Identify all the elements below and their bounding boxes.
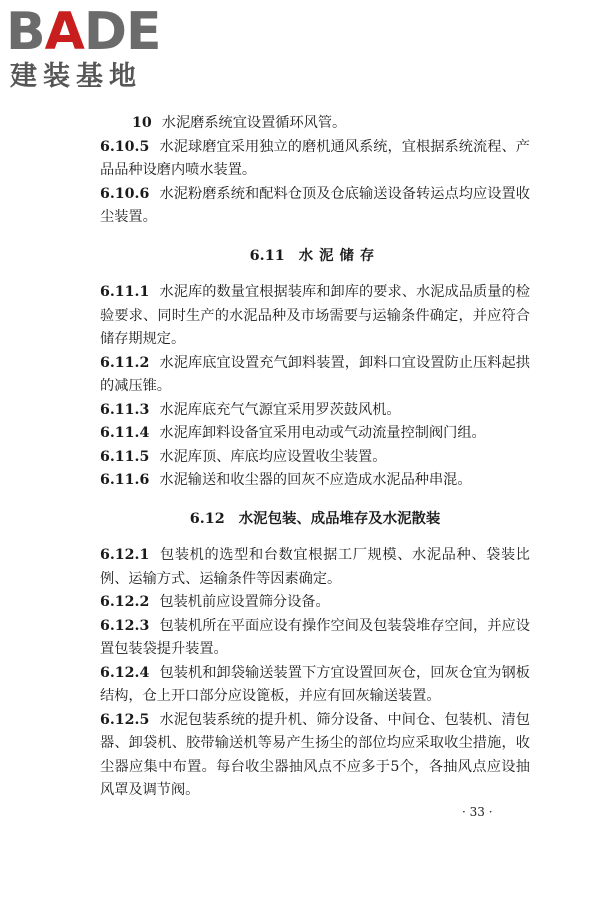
clause-text: 包装机的选型和台数宜根据工厂规模、水泥品种、袋装比例、运输方式、运输条件等因素确定。 bbox=[100, 547, 530, 587]
clause-text: 水泥球磨宜采用独立的磨机通风系统，宜根据系统流程、产品品种设磨内喷水装置。 bbox=[100, 138, 530, 178]
clause-paragraph bbox=[100, 709, 530, 803]
clause-text: 水泥磨系统宜设置循环风管。 bbox=[161, 115, 347, 131]
logo-letters-de: DE bbox=[83, 2, 161, 62]
logo-letter-a: A bbox=[44, 2, 84, 62]
clause-paragraph bbox=[100, 446, 530, 470]
section-number: 6.11 bbox=[249, 246, 285, 264]
clause-number: 6.11.6 bbox=[100, 472, 150, 488]
clause-paragraph bbox=[100, 422, 530, 446]
clause-paragraph bbox=[100, 544, 530, 591]
clause-text: 包装机所在平面应设有操作空间及包装袋堆存空间，并应设置包装袋提升装置。 bbox=[100, 617, 530, 657]
clause-number: 6.12.2 bbox=[100, 594, 150, 610]
document-body bbox=[100, 112, 530, 803]
clause-number: 10 bbox=[132, 115, 152, 131]
clause-number: 6.12.4 bbox=[100, 664, 150, 681]
clause-number: 6.10.5 bbox=[100, 138, 150, 155]
clause-number: 6.11.5 bbox=[100, 448, 150, 465]
clause-number: 6.11.2 bbox=[100, 354, 150, 371]
clause-paragraph bbox=[100, 591, 530, 615]
clause-paragraph bbox=[100, 281, 530, 352]
bade-logo bbox=[6, 4, 176, 96]
clause-text: 水泥库顶、库底均应设置收尘装置。 bbox=[159, 448, 387, 465]
clause-paragraph bbox=[100, 183, 530, 230]
clause-paragraph bbox=[100, 112, 530, 136]
clause-number: 6.12.1 bbox=[100, 547, 150, 563]
clause-paragraph bbox=[100, 615, 530, 662]
clause-number: 6.11.4 bbox=[100, 425, 150, 441]
clause-number: 6.12.5 bbox=[100, 711, 150, 728]
clause-paragraph bbox=[100, 352, 530, 399]
section-title: 水泥包装、成品堆存及水泥散装 bbox=[238, 509, 441, 527]
clause-paragraph bbox=[100, 136, 530, 183]
logo-letter-b: B bbox=[6, 2, 45, 62]
clause-number: 6.11.1 bbox=[100, 284, 150, 300]
clause-number: 6.11.3 bbox=[100, 401, 150, 418]
clause-text: 水泥库卸料设备宜采用电动或气动流量控制阀门组。 bbox=[159, 425, 486, 441]
clause-paragraph bbox=[100, 469, 530, 493]
page-number: · 33 · bbox=[462, 805, 493, 819]
clause-text: 水泥库底充气气源宜采用罗茨鼓风机。 bbox=[159, 401, 401, 418]
section-heading bbox=[100, 244, 530, 268]
section-number: 6.12 bbox=[189, 509, 225, 527]
logo-subtitle: 建装基地 bbox=[10, 61, 142, 92]
clause-paragraph bbox=[100, 662, 530, 709]
clause-text: 水泥库底宜设置充气卸料装置，卸料口宜设置防止压料起拱的减压锥。 bbox=[100, 354, 530, 394]
clause-number: 6.12.3 bbox=[100, 617, 150, 634]
section-title: 水泥储存 bbox=[298, 246, 381, 264]
clause-number: 6.10.6 bbox=[100, 185, 150, 202]
clause-text: 水泥粉磨系统和配料仓顶及仓底输送设备转运点均应设置收尘装置。 bbox=[100, 185, 530, 225]
clause-text: 包装机和卸袋输送装置下方宜设置回灰仓，回灰仓宜为钢板结构，仓上开口部分应设篦板，并应有回灰输送装置。 bbox=[100, 664, 530, 704]
clause-text: 水泥包装系统的提升机、筛分设备、中间仓、包装机、清包器、卸袋机、胶带输送机等易产生扬尘的部位均应采取收尘措施，收尘器应集中布置。每台收尘器抽风点不应多于5个，各抽风点应设抽风罩及调节阀。 bbox=[100, 711, 530, 798]
clause-paragraph bbox=[100, 399, 530, 423]
clause-text: 水泥输送和收尘器的回灰不应造成水泥品种串混。 bbox=[159, 472, 472, 488]
clause-text: 水泥库的数量宜根据装库和卸库的要求、水泥成品质量的检验要求、同时生产的水泥品种及市场需要与运输条件确定，并应符合储存期规定。 bbox=[100, 284, 530, 347]
section-heading bbox=[100, 507, 530, 531]
clause-text: 包装机前应设置筛分设备。 bbox=[159, 594, 330, 610]
logo-wordmark bbox=[6, 4, 161, 60]
